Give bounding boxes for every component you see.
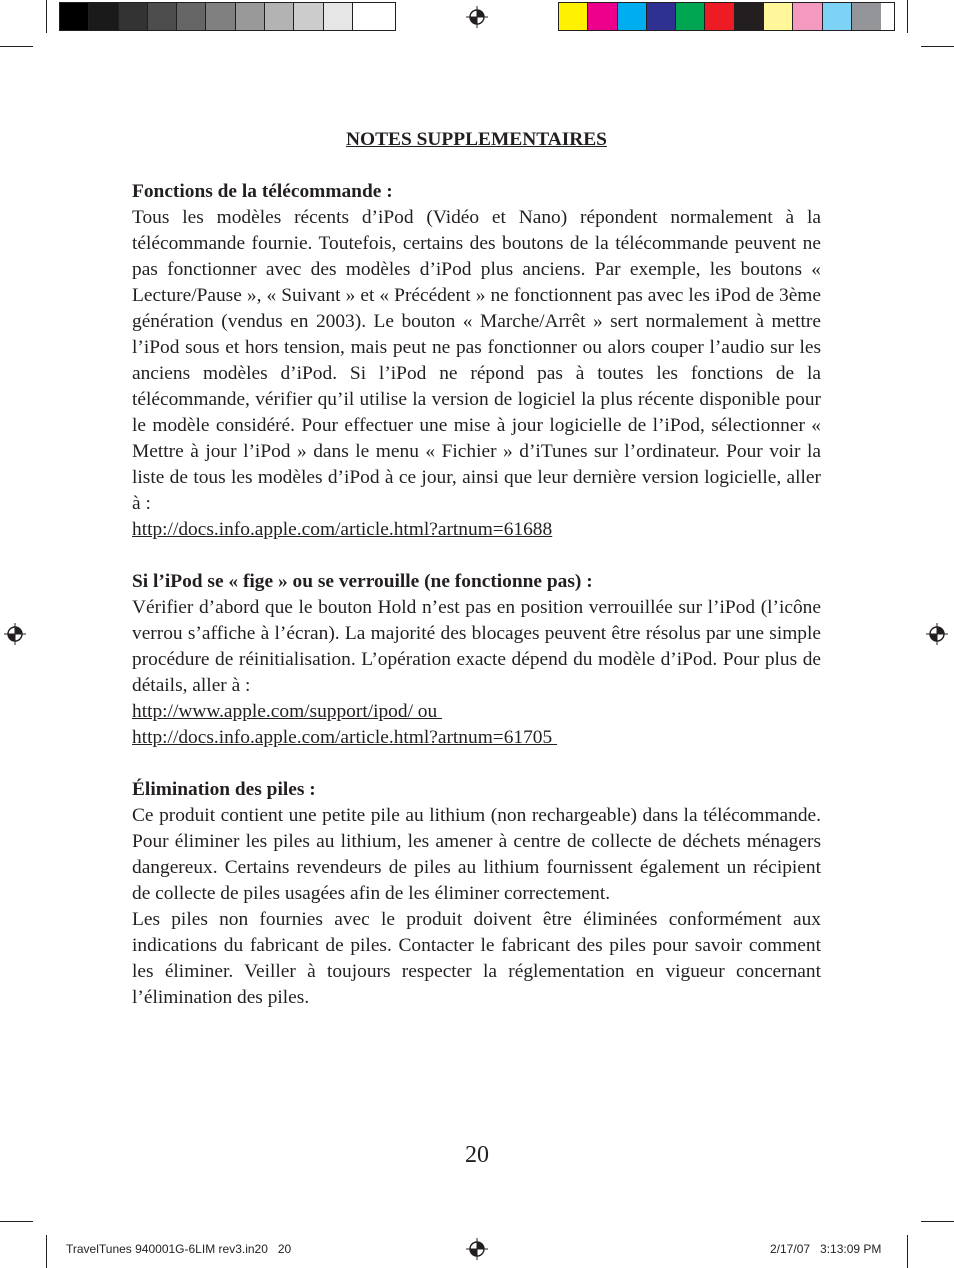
- registration-mark-icon: [926, 623, 948, 645]
- color-swatch: [588, 3, 617, 30]
- color-swatch: [265, 3, 294, 30]
- apple-support-ipod-link[interactable]: http://www.apple.com/support/ipod/ ou: [132, 701, 443, 722]
- color-swatch: [647, 3, 676, 30]
- color-swatch: [793, 3, 822, 30]
- crop-mark: [907, 0, 908, 33]
- color-swatch: [676, 3, 705, 30]
- crop-mark: [0, 1221, 33, 1222]
- color-swatch: [764, 3, 793, 30]
- process-color-bar: [558, 2, 895, 31]
- color-swatch: [89, 3, 118, 30]
- color-swatch: [705, 3, 734, 30]
- slug-file-info: TravelTunes 940001G-6LIM rev3.in20 20: [66, 1242, 292, 1256]
- crop-mark: [921, 1221, 954, 1222]
- crop-mark: [907, 1235, 908, 1268]
- crop-mark: [46, 1235, 47, 1268]
- spacer: [132, 751, 821, 777]
- color-swatch: [324, 3, 353, 30]
- page-title: NOTES SUPPLEMENTAIRES: [346, 129, 607, 150]
- color-swatch: [294, 3, 323, 30]
- color-swatch: [236, 3, 265, 30]
- page-number: 20: [465, 1142, 489, 1168]
- color-swatch: [618, 3, 647, 30]
- section-heading-battery-disposal: Élimination des piles :: [132, 779, 316, 800]
- section-text-frozen-ipod: Vérifier d’abord que le bouton Hold n’est pas en position verrouillée sur l’iPod (l’icône verrou s’affiche à l’écran). La majorité des blocages peuvent être résolus par une simple procédure de réinitialisation. L’opération exacte dépend du modèle d’iPod. Pour plus de détails, aller à :: [132, 597, 821, 696]
- color-swatch: [735, 3, 764, 30]
- registration-mark-icon: [466, 6, 488, 28]
- slug-date-info: 2/17/07 3:13:09 PM: [770, 1242, 882, 1256]
- apple-docs-link-61688[interactable]: http://docs.info.apple.com/article.html?artnum=61688: [132, 519, 553, 540]
- section-text-remote: Tous les modèles récents d’iPod (Vidéo et Nano) répondent normalement à la télécommande fournie. Toutefois, certains des boutons de la télécommande peuvent ne pas fonctionner avec des modèles d’iPod plus anciens. Par exemple, les boutons « Lecture/Pause », « Suivant » et « Précédent » ne fonctionnent pas avec les iPod de 3ème génération (vendus en 2003). Le bouton « Marche/Arrêt » sert normalement à mettre l’iPod sous et hors tension, mais peut ne pas fonctionner ou alors couper l’audio sur les anciens modèles d’iPod. Si l’iPod ne répond pas à toutes les fonctions de la télécommande, vérifier qu’il utilise la version de logiciel la plus récente disponible pour le modèle considéré. Pour effectuer une mise à jour logicielle de l’iPod, sélectionner « Mettre à jour l’iPod » dans le menu « Fichier » d’iTunes sur l’ordinateur. Pour voir la liste de tous les modèles d’iPod à ce jour, ainsi que leur dernière version logicielle, aller à :: [132, 207, 821, 514]
- crop-mark: [921, 46, 954, 47]
- section-text-battery-disposal-2: Les piles non fournies avec le produit doivent être éliminées conformément aux indications du fabricant de piles. Contacter le fabricant des piles pour savoir comment les éliminer. Veiller à toujours respecter la réglementation en vigueur concernant l’élimination des piles.: [132, 909, 821, 1008]
- color-swatch: [206, 3, 235, 30]
- color-swatch: [353, 3, 382, 30]
- section-heading-remote: Fonctions de la télécommande :: [132, 181, 393, 202]
- registration-mark-icon: [466, 1238, 488, 1260]
- color-swatch: [177, 3, 206, 30]
- section-heading-frozen-ipod: Si l’iPod se « fige » ou se verrouille (ne fonctionne pas) :: [132, 571, 593, 592]
- page-content: [132, 127, 821, 1011]
- color-swatch: [119, 3, 148, 30]
- color-swatch: [852, 3, 881, 30]
- apple-docs-link-61705[interactable]: http://docs.info.apple.com/article.html?artnum=61705: [132, 727, 558, 748]
- grayscale-color-bar: [59, 2, 396, 31]
- section-text-battery-disposal-1: Ce produit contient une petite pile au lithium (non rechargeable) dans la télécommande. Pour éliminer les piles au lithium, les amener à centre de collecte de déchets ménagers dangereux. Certains revendeurs de piles au lithium fournissent également un récipient de collecte de piles usagées afin de les éliminer correctement.: [132, 805, 821, 904]
- color-swatch: [60, 3, 89, 30]
- registration-mark-icon: [4, 623, 26, 645]
- color-swatch: [823, 3, 852, 30]
- color-swatch: [559, 3, 588, 30]
- color-swatch: [148, 3, 177, 30]
- crop-mark: [46, 0, 47, 33]
- spacer: [132, 543, 821, 569]
- crop-mark: [0, 46, 33, 47]
